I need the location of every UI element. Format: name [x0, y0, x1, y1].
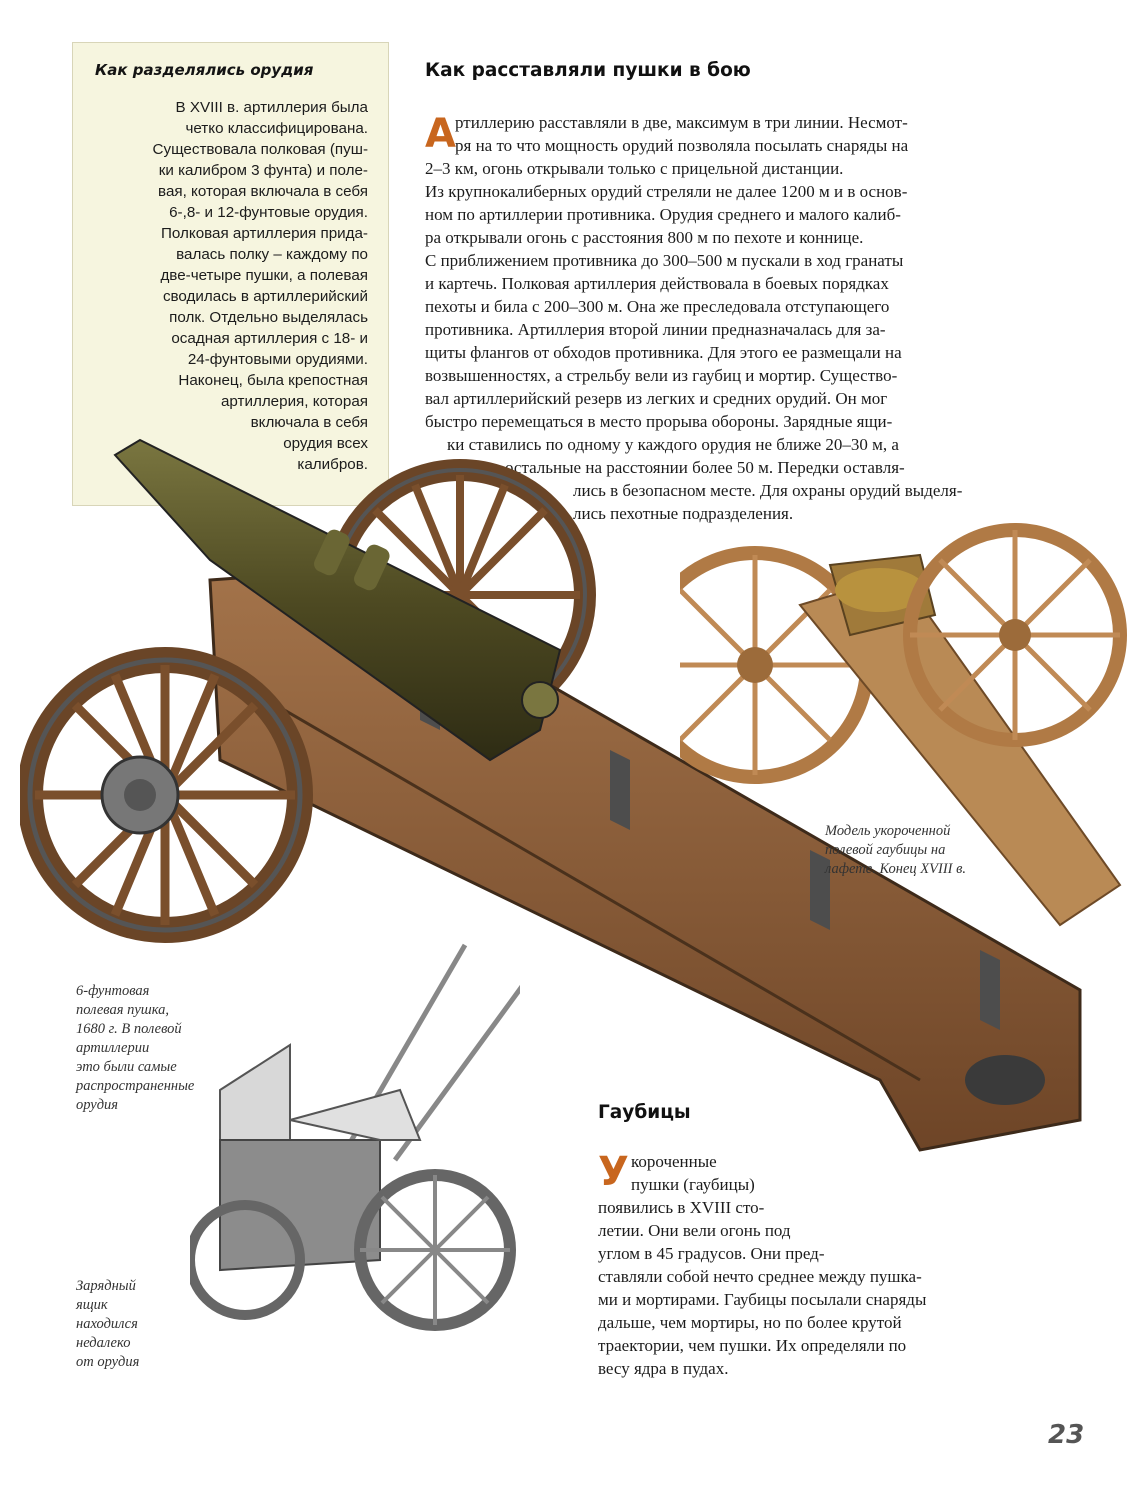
article-line: лись в безопасном месте. Для охраны орудий выделя- [573, 481, 963, 500]
article-line: дальше, чем мортиры, но по более крутой [598, 1313, 902, 1332]
article-line: ми и мортирами. Гаубицы посылали снаряды [598, 1290, 927, 1309]
page-number: 23 [1048, 1420, 1085, 1450]
article-line: С приближением противника до 300–500 м пускали в ход гранаты [425, 251, 904, 270]
caption-line: ящик [76, 1297, 108, 1313]
article-line: ки ставились по одному у каждого орудия не ближе 20–30 м, а [447, 435, 899, 454]
dropcap: А [425, 111, 456, 157]
sidebar-line: 24-фунтовыми орудиями. [187, 351, 368, 368]
article-line: и картечь. Полковая артиллерия действовала в боевых порядках [425, 274, 889, 293]
article-line: летии. Они вели огонь под [598, 1221, 791, 1240]
caption-line: от орудия [76, 1354, 140, 1370]
article-line: ртиллерию расставляли в две, максимум в три линии. Несмот- [455, 113, 908, 132]
article-line: ставляли собой нечто среднее между пушка- [598, 1267, 922, 1286]
sidebar-line: осадная артиллерия с 18- и [171, 330, 368, 347]
article-line: щиты флангов от обходов противника. Для этого ее размещали на [425, 343, 902, 362]
sidebar-line: вая, которая включала в себя [158, 183, 368, 200]
caption-line: Зарядный [76, 1278, 136, 1294]
sidebar-line: Существовала полковая (пуш- [152, 141, 368, 158]
caption-line: находился [76, 1316, 138, 1332]
caption-line: лафете. Конец XVIII в. [825, 861, 967, 877]
sidebar-line: валась полку – каждому по [176, 246, 368, 263]
sidebar-line: орудия всех [283, 435, 368, 452]
sidebar-line: Наконец, была крепостная [178, 372, 368, 389]
section-heading: Гаубицы [598, 1102, 691, 1123]
sidebar-line: Полковая артиллерия прида- [160, 225, 368, 242]
sidebar-line: две-четыре пушки, а полевая [160, 267, 368, 284]
article-line: возвышенностях, а стрельбу вели из гаубиц и мортир. Существо- [425, 366, 898, 385]
caption-line: 6-фунтовая [76, 983, 150, 999]
article-line: короченные [631, 1152, 717, 1171]
front-wheel [30, 660, 300, 930]
caption-line: Модель укороченной [825, 823, 951, 839]
sidebar-line: В XVIII в. артиллерия была [175, 99, 368, 116]
ammo-box-wheel [360, 1175, 510, 1325]
article-line: Из крупнокалиберных орудий стреляли не далее 1200 м и в основ- [425, 182, 908, 201]
caption-line: полевая пушка, [76, 1002, 169, 1018]
article-line: ра открывали огонь с расстояния 800 м по пехоте и коннице. [425, 228, 864, 247]
dropcap: У [598, 1149, 629, 1195]
article-line: появились в XVIII сто- [598, 1198, 765, 1217]
article-line: остальные на расстоянии более 50 м. Передки оставля- [505, 458, 905, 477]
ammo-box-illustration [190, 940, 520, 1390]
article-line: лись пехотные подразделения. [573, 504, 794, 523]
article-line: ном по артиллерии противника. Орудия среднего и малого калиб- [425, 205, 901, 224]
article-line: пехоты и била с 200–300 м. Она же преследовала отступающего [425, 297, 890, 316]
article-line: ря на то что мощность орудий позволяла посылать снаряды на [455, 136, 909, 155]
article-line: весу ядра в пудах. [598, 1359, 729, 1378]
article-line: быстро перемещаться в место прорыва обороны. Зарядные ящи- [425, 412, 893, 431]
article-line: противника. Артиллерия второй линии предназначалась для за- [425, 320, 886, 339]
article-line: траектории, чем пушки. Их определяли по [598, 1336, 907, 1355]
caption-line: 1680 г. В полевой [76, 1021, 182, 1037]
sidebar-line: ки калибром 3 фунта) и поле- [158, 162, 368, 179]
sidebar-line: артиллерия, которая [220, 393, 368, 410]
caption-line: артиллерии [76, 1040, 150, 1056]
article-line: пушки (гаубицы) [631, 1175, 755, 1194]
article-heading: Как расставляли пушки в бою [425, 60, 751, 81]
caption-line: недалеко [76, 1335, 131, 1351]
caption-line: это были самые [76, 1059, 177, 1075]
caption-line: распространенные [76, 1078, 195, 1094]
caption-line: полевой гаубицы на [825, 842, 946, 858]
article-line: вал артиллерийский резерв из легких и средних орудий. Он мог [425, 389, 888, 408]
sidebar-line: сводилась в артиллерийский [162, 288, 368, 305]
howitzer-right-wheel [910, 530, 1120, 740]
sidebar-line: 6-,8- и 12-фунтовые орудия. [169, 204, 368, 221]
sidebar-line: полк. Отдельно выделялась [169, 309, 368, 326]
sidebar-line: четко классифицирована. [185, 120, 368, 137]
sidebar-title: Как разделялись орудия [95, 61, 314, 79]
article-line: углом в 45 градусов. Они пред- [598, 1244, 825, 1263]
article-line: 2–3 км, огонь открывали только с прицельной дистанции. [425, 159, 844, 178]
sidebar-line: включала в себя [250, 414, 368, 431]
sidebar-line: калибров. [297, 456, 368, 473]
caption-line: орудия [76, 1097, 119, 1113]
